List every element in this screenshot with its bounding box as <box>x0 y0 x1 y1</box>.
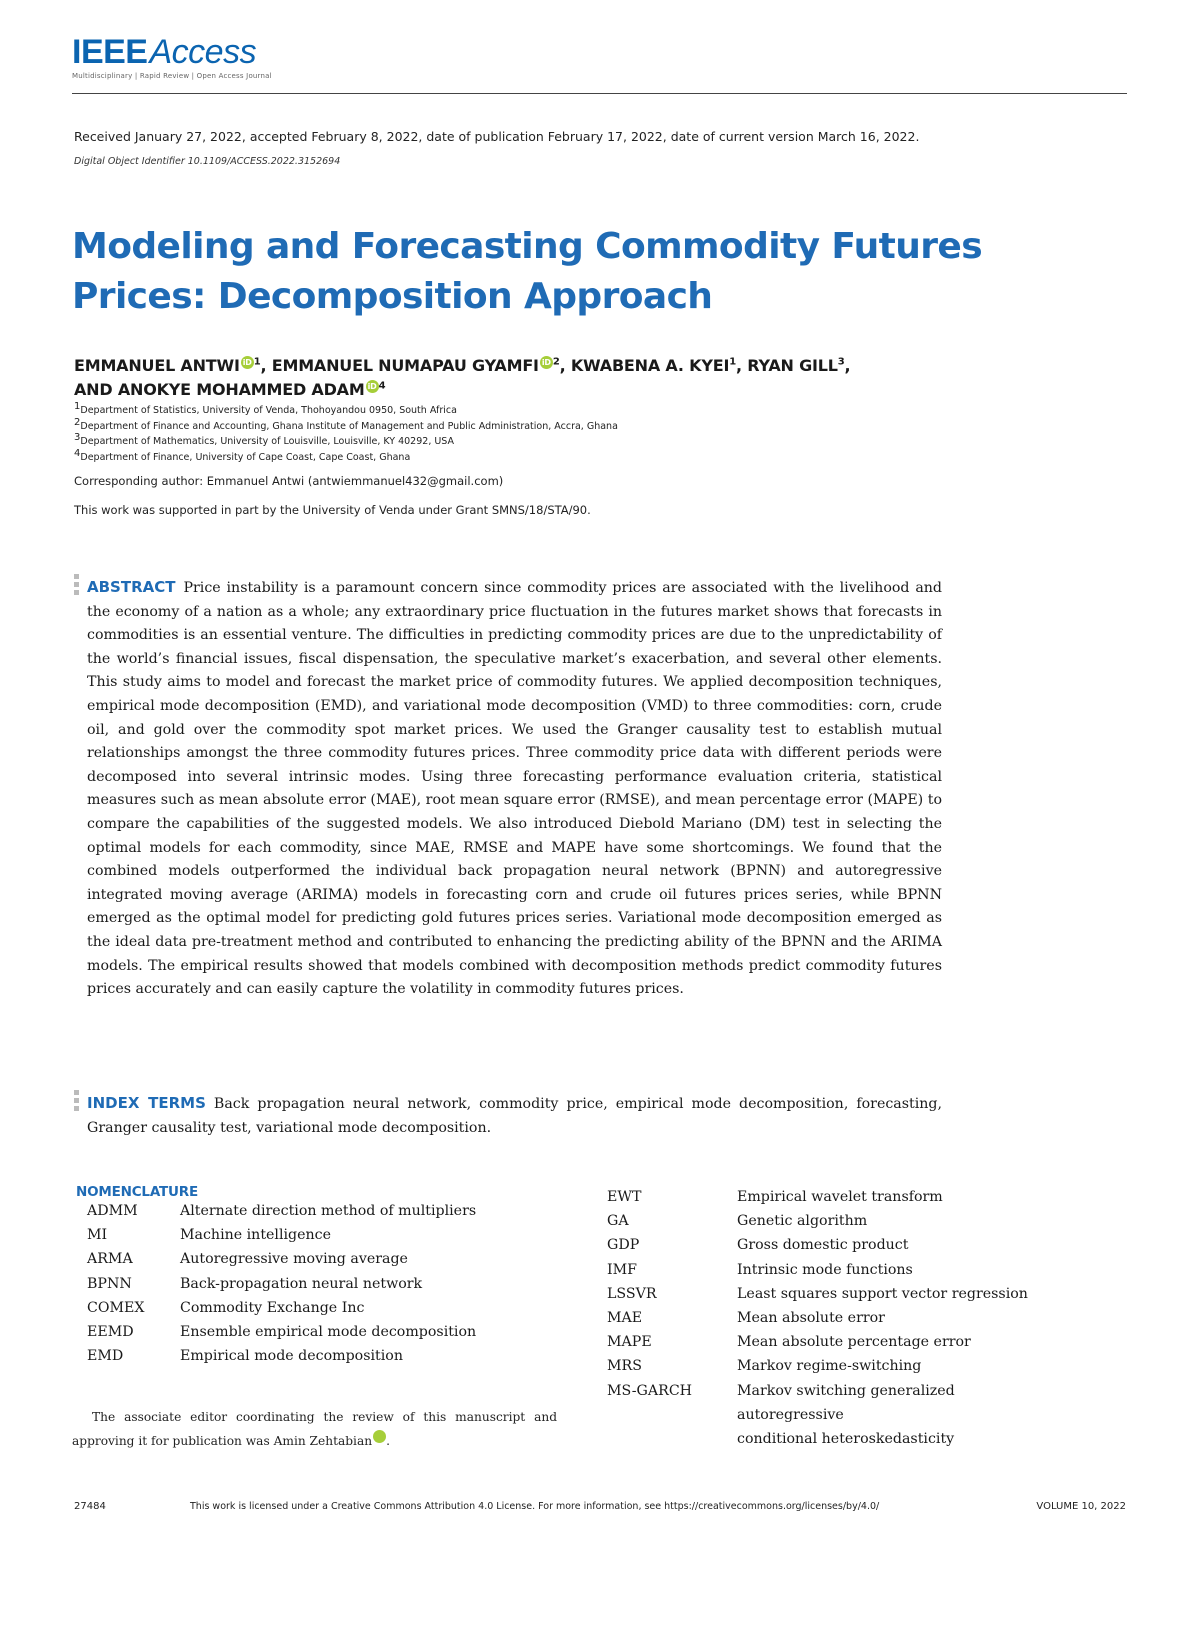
nomenclature-def: Mean absolute percentage error <box>737 1334 971 1351</box>
author-3 <box>571 356 736 375</box>
author-list <box>74 354 954 402</box>
nomenclature-abbr: MS-GARCH <box>607 1382 693 1399</box>
nomenclature-def: Least squares support vector regression <box>737 1285 1028 1302</box>
index-terms-label: INDEX TERMS <box>87 1094 206 1112</box>
index-terms-text: Back propagation neural network, commodity price, empirical mode decomposition, forecasting, Granger causality test, variational mode decomposition. <box>87 1096 942 1136</box>
page-number: 27484 <box>74 1501 106 1512</box>
nomenclature-row <box>607 1306 1028 1330</box>
nomenclature-def <box>737 1379 955 1452</box>
nomenclature-abbr: MRS <box>607 1358 642 1375</box>
nomenclature-row <box>607 1258 1028 1282</box>
affiliation-sup: 1 <box>74 400 81 412</box>
nomenclature-right-column <box>607 1185 1028 1451</box>
funding-note: This work was supported in part by the University of Venda under Grant SMNS/18/STA/90. <box>74 503 591 517</box>
editor-note-text: The associate editor coordinating the review of this manuscript and approving it for publication was Amin Zehtabian <box>72 1410 557 1448</box>
nomenclature-def: Gross domestic product <box>737 1237 909 1254</box>
author-affil-sup: 1 <box>253 356 261 368</box>
author-5 <box>74 380 385 399</box>
nomenclature-row <box>87 1272 476 1296</box>
nomenclature-abbr: IMF <box>607 1261 637 1278</box>
nomenclature-def: Commodity Exchange Inc <box>180 1299 365 1316</box>
nomenclature-def: Back-propagation neural network <box>180 1275 423 1292</box>
index-terms <box>87 1092 942 1140</box>
nomenclature-row <box>607 1209 1028 1233</box>
nomenclature-def: Empirical mode decomposition <box>180 1348 403 1365</box>
nomenclature-def-line: autoregressive <box>737 1406 844 1423</box>
author-1 <box>74 356 261 375</box>
affiliation-item <box>74 447 618 466</box>
logo-access: Access <box>149 33 257 71</box>
author-affil-sup: 2 <box>552 356 560 368</box>
orcid-icon[interactable]: iD <box>241 356 254 369</box>
orcid-icon[interactable]: iD <box>366 380 379 393</box>
header-rule <box>72 93 1127 94</box>
affiliation-text: Department of Statistics, University of Venda, Thohoyandou 0950, South Africa <box>80 405 457 416</box>
volume-label: VOLUME 10, 2022 <box>1036 1501 1126 1512</box>
nomenclature-abbr: EMD <box>87 1348 124 1365</box>
affiliations <box>74 400 618 465</box>
editor-note-end: . <box>386 1434 390 1448</box>
author-name: EMMANUEL NUMAPAU GYAMFI <box>271 356 539 375</box>
editor-note <box>72 1405 557 1453</box>
nomenclature-abbr: MAE <box>607 1309 643 1326</box>
nomenclature-row <box>607 1379 1028 1452</box>
author-separator: , <box>735 356 748 375</box>
nomenclature-abbr: LSSVR <box>607 1285 657 1302</box>
journal-logo <box>72 34 272 80</box>
corresponding-author: Corresponding author: Emmanuel Antwi (antwiemmanuel432@gmail.com) <box>74 474 504 488</box>
nomenclature-left-column <box>87 1199 476 1368</box>
doi: Digital Object Identifier 10.1109/ACCESS.2022.3152694 <box>74 156 341 167</box>
nomenclature-abbr: GA <box>607 1213 629 1230</box>
author-name: EMMANUEL ANTWI <box>74 356 240 375</box>
nomenclature-row <box>607 1354 1028 1378</box>
nomenclature-row <box>87 1247 476 1271</box>
orcid-icon[interactable]: iD <box>540 356 553 369</box>
orcid-icon[interactable]: iD <box>373 1430 386 1443</box>
author-separator: , <box>559 356 571 375</box>
author-4 <box>747 356 844 375</box>
nomenclature-abbr: BPNN <box>87 1275 132 1292</box>
nomenclature-row <box>87 1223 476 1247</box>
nomenclature-row <box>87 1199 476 1223</box>
nomenclature-abbr: ADMM <box>87 1203 138 1219</box>
author-separator: , <box>260 356 272 375</box>
paper-title <box>72 222 992 322</box>
affiliation-item <box>74 400 618 419</box>
nomenclature-def: Alternate direction method of multipliers <box>180 1203 477 1219</box>
section-marker-icon <box>74 1090 80 1114</box>
nomenclature-def: Genetic algorithm <box>737 1213 868 1230</box>
affiliation-text: Department of Mathematics, University of Louisville, Louisville, KY 40292, USA <box>80 436 455 447</box>
affiliation-sup: 3 <box>74 431 81 443</box>
journal-tagline: Multidisciplinary | Rapid Review | Open Access Journal <box>72 72 272 80</box>
nomenclature-def: Ensemble empirical mode decomposition <box>180 1323 477 1340</box>
author-name: KWABENA A. KYEI <box>570 356 730 375</box>
nomenclature-abbr: ARMA <box>87 1251 133 1268</box>
author-name: AND ANOKYE MOHAMMED ADAM <box>74 380 365 399</box>
nomenclature-def: Machine intelligence <box>180 1227 331 1244</box>
section-marker-icon <box>74 574 80 598</box>
journal-logo-wordmark <box>72 34 272 70</box>
author-affil-sup: 4 <box>378 380 386 392</box>
nomenclature-row <box>607 1185 1028 1209</box>
nomenclature-def: Mean absolute error <box>737 1309 885 1326</box>
affiliation-text: Department of Finance, University of Cape Coast, Cape Coast, Ghana <box>80 451 411 463</box>
abstract <box>87 576 942 1002</box>
affiliation-item <box>74 416 618 435</box>
affiliation-sup: 4 <box>74 447 81 459</box>
author-separator: , <box>844 356 851 375</box>
nomenclature-abbr: MAPE <box>607 1334 652 1351</box>
nomenclature-def: Markov regime-switching <box>737 1358 922 1375</box>
nomenclature-def-line: conditional heteroskedasticity <box>737 1430 955 1447</box>
author-affil-sup: 1 <box>729 356 736 368</box>
nomenclature-row <box>607 1282 1028 1306</box>
nomenclature-abbr: COMEX <box>87 1299 145 1316</box>
nomenclature-def: Intrinsic mode functions <box>737 1261 913 1278</box>
title-line-2: Prices: Decomposition Approach <box>72 276 713 317</box>
nomenclature-abbr: EEMD <box>87 1323 134 1340</box>
nomenclature-row <box>607 1233 1028 1257</box>
author-affil-sup: 3 <box>837 356 845 368</box>
abstract-text: Price instability is a paramount concern since commodity prices are associated with the livelihood and the economy of a nation as a whole; any extraordinary price fluctuation in the futures market shows that forecasts in commodities is an essential venture. The difficulties in predicting commodity prices are due to the unpredictability of the world’s financial issues, fiscal dispensation, the speculative market’s exacerbation, and several other elements. This study aims to model and forecast the market price of commodity futures. We applied decomposition techniques, empirical mode decomposition (EMD), and variational mode decomposition (VMD) to three commodities: corn, crude oil, and gold over the commodity spot market prices. We used the Granger causality test to establish mutual relationships amongst the three commodity futures prices. Three commodity price data with different periods were decomposed into several intrinsic modes. Using three forecasting performance evaluation criteria, statistical measures such as mean absolute error (MAE), root mean square error (RMSE), and mean percentage error (MAPE) to compare the capabilities of the suggested models. We also introduced Diebold Mariano (DM) test in selecting the optimal models for each commodity, since MAE, RMSE and MAPE have some shortcomings. We found that the combined models outperformed the individual back propagation neural network (BPNN) and autoregressive integrated moving average (ARIMA) models in forecasting corn and crude oil futures prices series, while BPNN emerged as the optimal model for predicting gold futures prices series. Variational mode decomposition emerged as the ideal data pre-treatment method and contributed to enhancing the predicting ability of the BPNN and the ARIMA models. The empirical results showed that models combined with decomposition methods predict commodity futures prices accurately and can easily capture the volatility in commodity futures prices. <box>87 580 942 998</box>
nomenclature-heading: NOMENCLATURE <box>76 1184 199 1200</box>
nomenclature-row <box>87 1344 476 1368</box>
nomenclature-abbr: EWT <box>607 1189 642 1205</box>
affiliation-text: Department of Finance and Accounting, Ghana Institute of Management and Public Administration, Accra, Ghana <box>80 420 618 432</box>
nomenclature-abbr: GDP <box>607 1237 640 1254</box>
title-line-1: Modeling and Forecasting Commodity Futures <box>72 226 983 267</box>
license-note: This work is licensed under a Creative Commons Attribution 4.0 License. For more information, see https://creativecommons.org/licenses/by/4.0/ <box>190 1501 880 1512</box>
logo-ieee: IEEE <box>72 33 148 71</box>
received-dates: Received January 27, 2022, accepted February 8, 2022, date of publication February 17, 2022, date of current version March 16, 2022. <box>74 129 920 144</box>
affiliation-item <box>74 431 618 450</box>
nomenclature-row <box>607 1330 1028 1354</box>
nomenclature-abbr: MI <box>87 1227 108 1244</box>
nomenclature-def: Empirical wavelet transform <box>737 1189 943 1205</box>
affiliation-sup: 2 <box>74 416 81 428</box>
nomenclature-row <box>87 1320 476 1344</box>
nomenclature-row <box>87 1296 476 1320</box>
abstract-label: ABSTRACT <box>87 578 176 596</box>
author-name: RYAN GILL <box>747 356 838 375</box>
nomenclature-def: Autoregressive moving average <box>180 1251 408 1268</box>
nomenclature-def-line: Markov switching generalized <box>737 1382 955 1399</box>
author-2 <box>272 356 560 375</box>
